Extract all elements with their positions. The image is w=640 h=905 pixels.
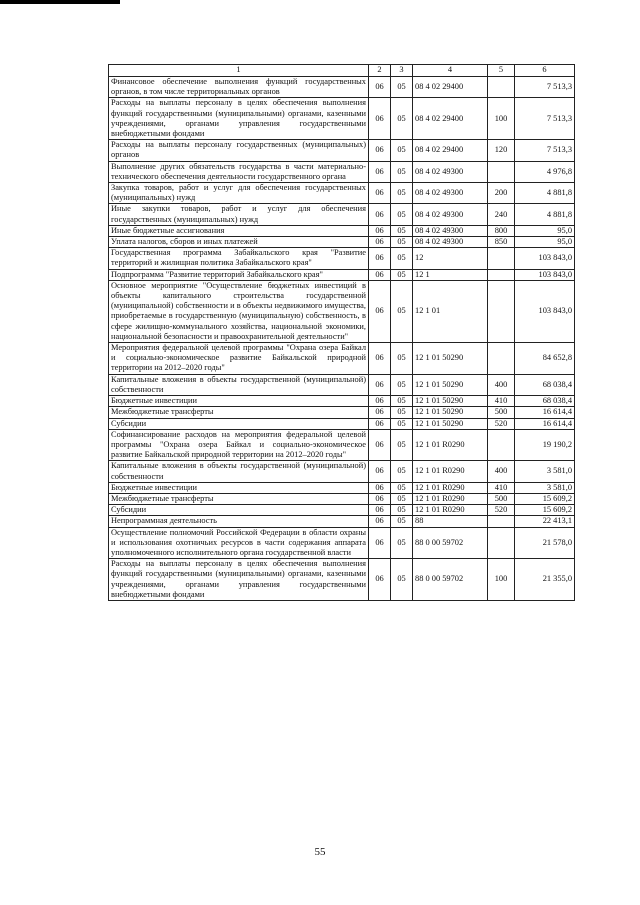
row-target-code: 12 1 01 R0290 [413,493,488,504]
table-row [109,505,575,516]
budget-table [108,64,575,601]
row-subsection: 05 [391,559,413,601]
row-subsection: 05 [391,183,413,204]
row-amount: 7 513,3 [515,140,575,161]
row-section: 06 [369,429,391,461]
row-expense-type [488,161,515,182]
table-row [109,396,575,407]
row-amount: 4 976,8 [515,161,575,182]
row-expense-type: 400 [488,374,515,395]
row-name: Иные закупки товаров, работ и услуг для обеспечения государственных (муниципальных) нужд [109,204,369,225]
row-target-code: 12 1 01 R0290 [413,482,488,493]
row-target-code: 12 1 01 R0290 [413,461,488,482]
table-row [109,225,575,236]
row-target-code: 12 1 01 R0290 [413,429,488,461]
row-subsection: 05 [391,343,413,375]
row-amount: 7 513,3 [515,98,575,140]
row-expense-type: 520 [488,418,515,429]
row-target-code: 88 0 00 59702 [413,527,488,559]
row-section: 06 [369,407,391,418]
row-section: 06 [369,237,391,248]
row-amount: 19 190,2 [515,429,575,461]
row-expense-type [488,429,515,461]
row-expense-type: 100 [488,559,515,601]
row-name: Капитальные вложения в объекты государственной (муниципальной) собственности [109,461,369,482]
table-row [109,248,575,269]
row-subsection: 05 [391,204,413,225]
row-subsection: 05 [391,418,413,429]
row-expense-type [488,516,515,527]
row-expense-type: 520 [488,505,515,516]
row-expense-type: 850 [488,237,515,248]
header-col-6: 6 [515,65,575,77]
page-number: 55 [314,846,326,858]
row-target-code: 12 1 01 50290 [413,374,488,395]
row-section: 06 [369,559,391,601]
row-section: 06 [369,280,391,342]
table-row [109,493,575,504]
row-target-code: 88 0 00 59702 [413,559,488,601]
table-row [109,77,575,98]
row-amount: 21 355,0 [515,559,575,601]
row-section: 06 [369,493,391,504]
header-col-2: 2 [369,65,391,77]
table-row [109,516,575,527]
top-rule [0,0,120,4]
row-subsection: 05 [391,269,413,280]
row-expense-type: 500 [488,407,515,418]
row-target-code: 08 4 02 29400 [413,98,488,140]
table-row [109,418,575,429]
row-name: Иные бюджетные ассигнования [109,225,369,236]
header-col-4: 4 [413,65,488,77]
row-target-code: 08 4 02 29400 [413,140,488,161]
row-target-code: 12 1 01 50290 [413,407,488,418]
row-expense-type: 200 [488,183,515,204]
row-name: Основное мероприятие "Осуществление бюджетных инвестиций в объекты капитального строительства государственной (муниципальной) собственности и в объекты недвижимого имущества, приобретаемые в государственную (муниципальную) собственность, в сфере жилищно-коммунального хозяйства, национальной экономики, национальной безопасности и правоохранительной деятельности" [109,280,369,342]
row-subsection: 05 [391,225,413,236]
row-name: Бюджетные инвестиции [109,396,369,407]
row-section: 06 [369,98,391,140]
row-amount: 103 843,0 [515,280,575,342]
table-row [109,374,575,395]
row-amount: 4 881,8 [515,204,575,225]
table-row [109,204,575,225]
table-row [109,183,575,204]
row-section: 06 [369,140,391,161]
row-amount: 103 843,0 [515,269,575,280]
row-target-code: 08 4 02 49300 [413,225,488,236]
row-expense-type: 800 [488,225,515,236]
row-name: Субсидии [109,418,369,429]
row-name: Финансовое обеспечение выполнения функций государственных органов, в том числе территориальных органов [109,77,369,98]
row-amount: 21 578,0 [515,527,575,559]
row-section: 06 [369,505,391,516]
row-name: Мероприятия федеральной целевой программы "Охрана озера Байкал и социально-экономическое развитие Байкальской природной территории на 2012–2020 годы" [109,343,369,375]
row-expense-type: 400 [488,461,515,482]
row-name: Межбюджетные трансферты [109,407,369,418]
row-name: Подпрограмма "Развитие территорий Забайкальского края" [109,269,369,280]
row-amount: 95,0 [515,225,575,236]
row-subsection: 05 [391,461,413,482]
row-name: Уплата налогов, сборов и иных платежей [109,237,369,248]
table-row [109,559,575,601]
row-expense-type: 410 [488,396,515,407]
row-name: Капитальные вложения в объекты государственной (муниципальной) собственности [109,374,369,395]
row-target-code: 12 1 01 R0290 [413,505,488,516]
row-name: Межбюджетные трансферты [109,493,369,504]
table-row [109,280,575,342]
row-amount: 22 413,1 [515,516,575,527]
row-section: 06 [369,204,391,225]
table-row [109,161,575,182]
row-section: 06 [369,516,391,527]
row-subsection: 05 [391,482,413,493]
table-row [109,429,575,461]
table-row [109,482,575,493]
table-row [109,98,575,140]
row-target-code: 12 1 [413,269,488,280]
row-amount: 68 038,4 [515,374,575,395]
row-section: 06 [369,418,391,429]
row-expense-type [488,248,515,269]
row-amount: 15 609,2 [515,493,575,504]
table-row [109,527,575,559]
row-amount: 3 581,0 [515,482,575,493]
row-subsection: 05 [391,280,413,342]
row-target-code: 12 [413,248,488,269]
row-subsection: 05 [391,140,413,161]
row-name: Субсидии [109,505,369,516]
row-section: 06 [369,161,391,182]
row-amount: 16 614,4 [515,418,575,429]
row-name: Софинансирование расходов на мероприятия федеральной целевой программы "Охрана озера Байкал и социально-экономическое развитие Байкальской природной территории на 2012–2020 годы" [109,429,369,461]
row-section: 06 [369,77,391,98]
row-target-code: 12 1 01 50290 [413,418,488,429]
row-subsection: 05 [391,527,413,559]
row-target-code: 08 4 02 49300 [413,183,488,204]
row-expense-type [488,77,515,98]
header-col-3: 3 [391,65,413,77]
row-subsection: 05 [391,516,413,527]
row-name: Закупка товаров, работ и услуг для обеспечения государственных (муниципальных) нужд [109,183,369,204]
row-target-code: 08 4 02 29400 [413,77,488,98]
row-target-code: 08 4 02 49300 [413,204,488,225]
row-section: 06 [369,343,391,375]
row-expense-type: 500 [488,493,515,504]
table-row [109,140,575,161]
row-expense-type: 120 [488,140,515,161]
row-subsection: 05 [391,396,413,407]
row-subsection: 05 [391,505,413,516]
row-expense-type: 100 [488,98,515,140]
row-section: 06 [369,374,391,395]
row-expense-type [488,343,515,375]
row-name: Расходы на выплаты персоналу в целях обеспечения выполнения функций государственными (муниципальными) органами, казенными учреждениями, органами управления государственными внебюджетными фондами [109,98,369,140]
row-expense-type [488,269,515,280]
row-section: 06 [369,396,391,407]
row-subsection: 05 [391,248,413,269]
row-expense-type: 240 [488,204,515,225]
row-section: 06 [369,482,391,493]
row-amount: 84 652,8 [515,343,575,375]
row-amount: 16 614,4 [515,407,575,418]
row-subsection: 05 [391,98,413,140]
row-subsection: 05 [391,374,413,395]
row-subsection: 05 [391,429,413,461]
row-name: Расходы на выплаты персоналу государственных (муниципальных) органов [109,140,369,161]
row-expense-type [488,280,515,342]
row-target-code: 12 1 01 50290 [413,343,488,375]
row-section: 06 [369,248,391,269]
row-expense-type: 410 [488,482,515,493]
row-target-code: 88 [413,516,488,527]
row-subsection: 05 [391,237,413,248]
table-row [109,407,575,418]
row-section: 06 [369,527,391,559]
row-amount: 15 609,2 [515,505,575,516]
row-section: 06 [369,225,391,236]
row-target-code: 12 1 01 [413,280,488,342]
row-target-code: 08 4 02 49300 [413,237,488,248]
row-name: Осуществление полномочий Российской Федерации в области охраны и использования охотничьих ресурсов в части содержания аппарата уполномоченного исполнительного органа государственной власти [109,527,369,559]
table-row [109,269,575,280]
row-amount: 103 843,0 [515,248,575,269]
row-amount: 95,0 [515,237,575,248]
row-target-code: 08 4 02 49300 [413,161,488,182]
row-section: 06 [369,183,391,204]
table-row [109,461,575,482]
row-name: Расходы на выплаты персоналу в целях обеспечения выполнения функций государственными (муниципальными) органами, казенными учреждениями, органами управления государственными внебюджетными фондами [109,559,369,601]
row-amount: 4 881,8 [515,183,575,204]
row-subsection: 05 [391,407,413,418]
row-name: Бюджетные инвестиции [109,482,369,493]
row-name: Государственная программа Забайкальского края "Развитие территорий и жилищная политика Забайкальского края" [109,248,369,269]
table-row [109,237,575,248]
row-name: Выполнение других обязательств государства в части материально-технического обеспечения деятельности государственного органа [109,161,369,182]
row-name: Непрограммная деятельность [109,516,369,527]
table-header-row [109,65,575,77]
row-subsection: 05 [391,77,413,98]
row-amount: 68 038,4 [515,396,575,407]
row-amount: 7 513,3 [515,77,575,98]
table-row [109,343,575,375]
row-expense-type [488,527,515,559]
header-col-1: 1 [109,65,369,77]
row-section: 06 [369,461,391,482]
header-col-5: 5 [488,65,515,77]
row-subsection: 05 [391,161,413,182]
row-target-code: 12 1 01 50290 [413,396,488,407]
row-amount: 3 581,0 [515,461,575,482]
row-subsection: 05 [391,493,413,504]
row-section: 06 [369,269,391,280]
